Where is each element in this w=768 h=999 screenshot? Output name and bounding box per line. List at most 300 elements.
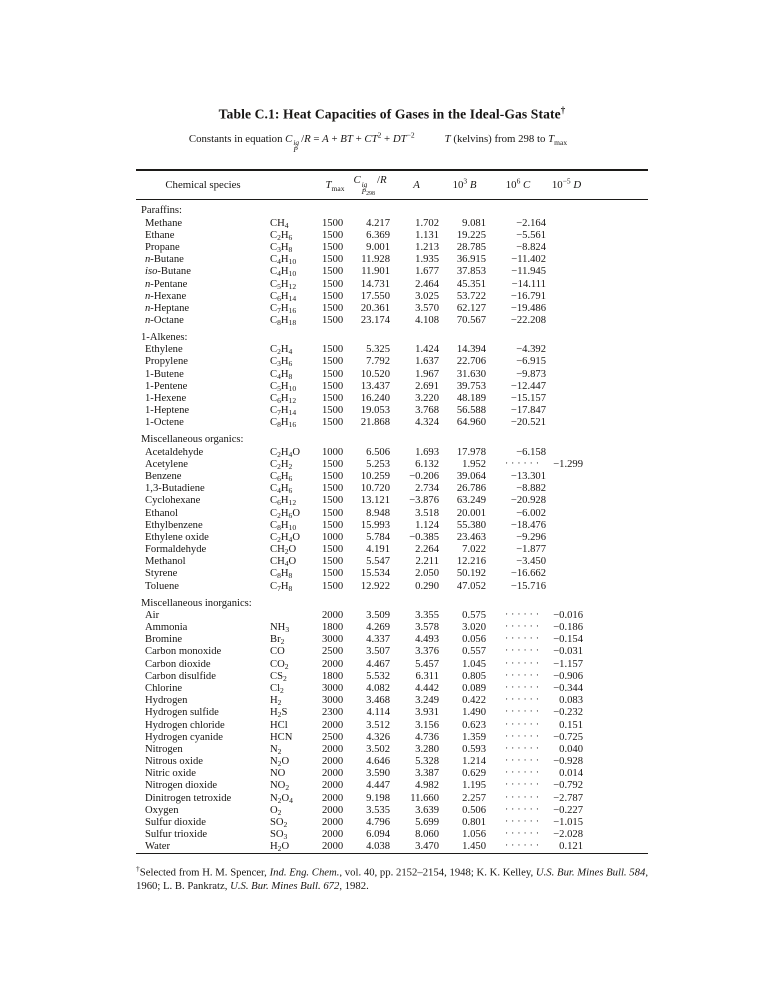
row-spacer [585,568,648,580]
formula-cell [270,609,322,621]
d-cell [548,314,585,326]
d-cell [548,229,585,241]
c-cell: −4.392 [516,344,546,356]
cp-cell: 15.534 [360,568,390,580]
col-header-cp298: C ig $P_{298}$ /R [348,170,392,200]
formula-cell: $C_2H_2$ [270,458,293,471]
heat-capacity-equation: Constants in equation C ig P /R = A + BT + $CT^2 + DT^{-2}$ [188,129,415,155]
table-subtitle [122,129,634,155]
table-row [136,743,648,755]
formula-cell: $C_4H_8$ [270,368,293,381]
c-cell: ······ [505,658,542,669]
d-cell: −0.016 [553,609,583,621]
row-spacer [585,405,648,417]
c-cell: −16.791 [510,290,546,302]
tmax-cell: 2000 [322,817,344,829]
formula-cell: $C_6H_{12}$ [270,393,297,406]
row-spacer [585,495,648,507]
b-cell: 0.629 [462,768,486,780]
a-cell: 2.264 [415,544,439,556]
c-cell: −11.945 [511,266,546,278]
row-spacer [585,621,648,633]
cp-cell: 17.550 [360,290,390,302]
species-cell: Cyclohexane [145,495,201,507]
formula-cell: HCN [270,731,293,743]
cp-cell: 3.507 [366,646,390,658]
row-spacer [585,804,648,816]
species-cell: Nitric oxide [145,768,196,780]
d-cell: −0.928 [553,756,583,768]
a-cell: 8.060 [415,829,439,841]
a-cell: 2.050 [415,568,439,580]
species-cell: Hydrogen chloride [145,719,225,731]
a-cell: 4.324 [415,417,439,429]
formula-cell: $C_2H_6O$ [270,507,300,520]
cp-cell: 9.001 [366,241,390,253]
a-cell: 4.108 [415,315,439,327]
formula-cell: $N_2O_4$ [270,792,293,805]
section-label: 1-Alkenes: [141,332,188,344]
row-spacer [585,580,648,592]
table-row [136,278,648,290]
cp-cell: 5.325 [366,344,390,356]
row-spacer [585,531,648,543]
tmax-cell: 2000 [322,609,344,621]
tmax-cell: 1500 [322,580,344,592]
table-row [136,446,648,458]
a-cell: 11.660 [410,792,439,804]
cp-cell: 4.114 [366,707,390,719]
d-cell [548,556,585,568]
tmax-cell: 2000 [322,829,344,841]
c-cell: −20.521 [510,417,546,429]
b-cell: 31.630 [456,368,486,380]
b-cell: 14.394 [456,344,486,356]
b-cell: 26.786 [456,483,486,495]
formula-cell: $C_8H_{18}$ [270,315,297,328]
species-cell: Formaldehyde [145,544,207,556]
a-cell: 5.328 [415,756,439,768]
a-cell: 5.699 [415,817,439,829]
formula-cell: $NH_3$ [270,622,290,635]
d-cell: −1.015 [553,817,583,829]
b-cell: 62.127 [456,302,486,314]
b-cell: 0.056 [462,634,486,646]
species-cell: Methane [145,217,183,229]
b-cell: 70.567 [456,315,486,327]
col-header-b: $10^3$ B [441,170,488,200]
col-header-species: Chemical species [136,170,270,200]
a-cell: 6.132 [415,458,439,470]
d-cell [548,266,585,278]
cp-cell: 5.532 [366,670,390,682]
d-cell: 0.014 [559,768,583,780]
b-cell: 0.805 [462,670,486,682]
a-cell: 4.982 [415,780,439,792]
b-cell: 36.915 [456,254,486,266]
formula-cell: $NO_2$ [270,780,290,793]
row-spacer [585,556,648,568]
a-cell: 3.280 [415,743,439,755]
tmax-cell: 2300 [322,707,344,719]
row-spacer [585,707,648,719]
table-row [136,621,648,633]
cp-cell: 19.053 [360,405,390,417]
cp-cell: 11.928 [361,254,390,266]
cp-cell: 11.901 [361,266,390,278]
table-row [136,768,648,780]
c-cell: −9.873 [516,368,546,380]
species-cell: Nitrogen dioxide [145,780,218,792]
table-row [136,682,648,694]
c-cell: ······ [505,731,542,742]
species-cell: Carbon monoxide [145,646,222,658]
tmax-cell: 1500 [322,278,344,290]
species-cell: Nitrogen [145,743,183,755]
b-cell: 47.052 [456,580,486,592]
a-cell: 2.464 [415,278,439,290]
d-cell [548,507,585,519]
c-cell: ······ [505,695,542,706]
d-cell: −2.787 [553,792,583,804]
formula-cell: $C_4H_6$ [270,483,293,496]
table-row [136,470,648,482]
tmax-cell: 1500 [322,229,344,241]
row-spacer [585,482,648,494]
row-spacer [585,417,648,429]
a-cell: 4.736 [415,731,439,743]
table-row [136,804,648,816]
b-cell: 17.978 [456,446,486,458]
formula-cell: $C_6H_{12}$ [270,495,297,508]
tmax-cell: 1500 [322,380,344,392]
tmax-cell: 1500 [322,254,344,266]
cp-cell: 3.590 [366,768,390,780]
table-row [136,392,648,404]
cp-cell: 4.337 [366,634,390,646]
tmax-cell: 1500 [322,217,344,229]
c-cell: ······ [505,458,542,469]
table-row [136,356,648,368]
tmax-cell: 1500 [322,417,344,429]
c-cell: −8.824 [516,241,546,253]
section-row [136,592,648,609]
d-cell: −0.792 [553,780,583,792]
row-spacer [585,743,648,755]
col-header-spacer [585,170,648,200]
row-spacer [585,217,648,229]
table-row [136,792,648,804]
species-cell: iso-Butane [145,266,191,278]
formula-cell: $C_2H_4O$ [270,531,300,544]
row-spacer [585,841,648,854]
formula-cell: $CS_2$ [270,670,287,683]
b-cell: 1.056 [462,829,486,841]
b-cell: 0.575 [462,609,486,621]
b-cell: 28.785 [456,241,486,253]
c-cell: ······ [505,768,542,779]
species-cell: Water [145,841,171,853]
row-spacer [585,344,648,356]
row-spacer [585,241,648,253]
a-cell: 3.156 [415,719,439,731]
col-header-tmax: $T_{max}$ [322,170,348,200]
cp-cell: 14.731 [360,278,390,290]
species-cell: Propylene [145,356,188,368]
row-spacer [585,446,648,458]
tmax-cell: 2000 [322,719,344,731]
table-row [136,458,648,470]
cp-cell: 6.094 [366,829,390,841]
c-cell: −8.882 [516,483,546,495]
c-cell: −12.447 [510,380,546,392]
c-cell: ······ [505,609,542,620]
d-cell [548,278,585,290]
cp-cell: 6.506 [366,446,390,458]
row-spacer [585,458,648,470]
row-spacer [585,356,648,368]
cp-cell: 6.369 [366,229,390,241]
species-cell: n-Hexane [145,290,187,302]
formula-cell: $C_2H_6$ [270,229,293,242]
c-cell: −20.928 [510,495,546,507]
table-row [136,568,648,580]
cp-cell: 4.796 [366,817,390,829]
species-cell: Sulfur dioxide [145,817,206,829]
b-cell: 63.249 [456,495,486,507]
a-cell: 4.442 [415,682,439,694]
tmax-cell: 2000 [322,780,344,792]
cp-cell: 3.502 [366,743,390,755]
formula-cell: $C_8H_{16}$ [270,417,297,430]
c-cell: ······ [505,682,542,693]
d-cell: 0.121 [559,841,583,853]
a-cell: 3.470 [415,841,439,853]
d-cell [548,446,585,458]
d-cell [548,344,585,356]
tmax-cell: 2000 [322,841,344,853]
tmax-cell: 1500 [322,556,344,568]
cp-cell: 20.361 [360,302,390,314]
c-cell: ······ [505,622,542,633]
tmax-cell: 2500 [322,731,344,743]
row-spacer [585,694,648,706]
b-cell: 0.623 [462,719,486,731]
d-cell: −0.186 [553,622,583,634]
species-cell: 1-Octene [145,417,184,429]
table-row [136,405,648,417]
col-header-formula [270,170,322,200]
a-cell: 4.493 [415,634,439,646]
a-cell: 2.734 [415,483,439,495]
species-cell: Nitrous oxide [145,756,203,768]
d-cell: 0.083 [559,695,583,707]
table-row [136,302,648,314]
d-cell [548,290,585,302]
formula-cell: $O_2$ [270,804,282,817]
table-row [136,543,648,555]
tmax-cell: 2000 [322,756,344,768]
table-row [136,634,648,646]
cp-cell: 12.922 [360,580,390,592]
a-cell: 3.249 [415,695,439,707]
d-cell [548,519,585,531]
cp-cell: 3.512 [366,719,390,731]
row-spacer [585,682,648,694]
a-cell: −0.385 [409,531,439,543]
formula-cell: $C_3H_8$ [270,241,293,254]
tmax-cell: 1800 [322,670,344,682]
table-row [136,217,648,229]
tmax-cell: 2000 [322,658,344,670]
b-cell: 2.257 [462,792,486,804]
table-row [136,707,648,719]
tmax-cell: 1000 [322,531,344,543]
b-cell: 22.706 [456,356,486,368]
species-cell: 1-Pentene [145,380,188,392]
tmax-cell: 1500 [322,302,344,314]
d-cell: −0.344 [553,682,583,694]
table-row [136,658,648,670]
d-cell: −0.725 [553,731,583,743]
a-cell: 1.702 [415,217,439,229]
species-cell: Chlorine [145,682,183,694]
tmax-cell: 1500 [322,344,344,356]
tmax-cell: 1500 [322,266,344,278]
a-cell: 3.578 [415,622,439,634]
table-row [136,482,648,494]
cp-cell: 16.240 [360,393,390,405]
c-cell: −5.561 [516,229,546,241]
a-cell: 3.355 [415,609,439,621]
table-row [136,241,648,253]
cp-cell: 4.326 [366,731,390,743]
d-cell: −0.232 [553,707,583,719]
species-cell: Hydrogen cyanide [145,731,223,743]
species-cell: n-Octane [145,315,184,327]
d-cell [548,405,585,417]
d-cell [548,495,585,507]
species-cell: Acetaldehyde [145,446,204,458]
c-cell: −16.662 [510,568,546,580]
a-cell: 0.290 [415,580,439,592]
row-spacer [585,302,648,314]
tmax-cell: 1500 [322,368,344,380]
d-cell [548,543,585,555]
tmax-cell: 1500 [322,241,344,253]
formula-cell: $C_3H_6$ [270,356,293,369]
row-spacer [585,780,648,792]
formula-cell: $Br_2$ [270,634,285,647]
tmax-cell: 1500 [322,483,344,495]
section-row [136,429,648,446]
tmax-cell: 2000 [322,792,344,804]
species-cell: Ethanol [145,507,178,519]
species-cell: 1-Heptene [145,405,190,417]
cp-cell: 5.784 [366,531,390,543]
formula-cell: $C_7H_8$ [270,580,293,593]
row-spacer [585,634,648,646]
b-cell: 48.189 [456,393,486,405]
formula-cell: $H_2$ [270,695,282,708]
row-spacer [585,507,648,519]
b-cell: 37.853 [456,266,486,278]
row-spacer [585,792,648,804]
formula-cell: $SO_2$ [270,817,288,830]
b-cell: 1.450 [462,841,486,853]
table-row [136,694,648,706]
row-spacer [585,670,648,682]
table-title: Table C.1: Heat Capacities of Gases in the Ideal-Gas State† [218,105,566,122]
a-cell: 1.131 [415,229,439,241]
d-cell: −0.154 [553,634,583,646]
c-cell: ······ [505,634,542,645]
col-header-a: A [392,170,441,200]
species-cell: Dinitrogen tetroxide [145,792,232,804]
formula-cell: $C_2H_4$ [270,344,293,357]
cp-cell: 4.447 [366,780,390,792]
formula-cell: $CH_2O$ [270,544,297,557]
row-spacer [585,278,648,290]
species-cell: Hydrogen sulfide [145,707,219,719]
d-cell: 0.151 [559,719,583,731]
c-cell: −15.157 [510,393,546,405]
c-cell: ······ [505,743,542,754]
species-cell: Toluene [145,580,179,592]
section-row [136,199,648,217]
cp-cell: 3.509 [366,609,390,621]
table-row [136,841,648,854]
species-cell: Carbon disulfide [145,670,216,682]
tmax-cell: 1500 [322,470,344,482]
b-cell: 0.506 [462,804,486,816]
table-row [136,380,648,392]
table-row [136,670,648,682]
species-cell: Acetylene [145,458,188,470]
row-spacer [585,755,648,767]
b-cell: 1.045 [462,658,486,670]
section-label: Paraffins: [141,205,182,217]
heat-capacities-table [136,169,648,854]
b-cell: 39.753 [456,380,486,392]
tmax-cell: 1500 [322,544,344,556]
row-spacer [585,829,648,841]
tmax-cell: 3000 [322,682,344,694]
a-cell: 3.768 [415,405,439,417]
c-cell: ······ [505,780,542,791]
tmax-cell: 1000 [322,446,344,458]
c-cell: −19.486 [510,302,546,314]
c-cell: ······ [505,829,542,840]
table-row [136,495,648,507]
tmax-cell: 1800 [322,622,344,634]
formula-cell: $N_2$ [270,743,282,756]
c-cell: ······ [505,719,542,730]
cp-cell: 4.191 [366,544,390,556]
d-cell [548,368,585,380]
cp-cell: 4.269 [366,622,390,634]
a-cell: 1.213 [415,241,439,253]
tmax-cell: 3000 [322,634,344,646]
row-spacer [585,392,648,404]
table-row [136,314,648,326]
a-cell: 1.693 [415,446,439,458]
formula-cell: NO [270,768,286,780]
d-cell [548,253,585,265]
cp-cell: 10.720 [360,483,390,495]
d-cell [548,392,585,404]
table-row [136,229,648,241]
